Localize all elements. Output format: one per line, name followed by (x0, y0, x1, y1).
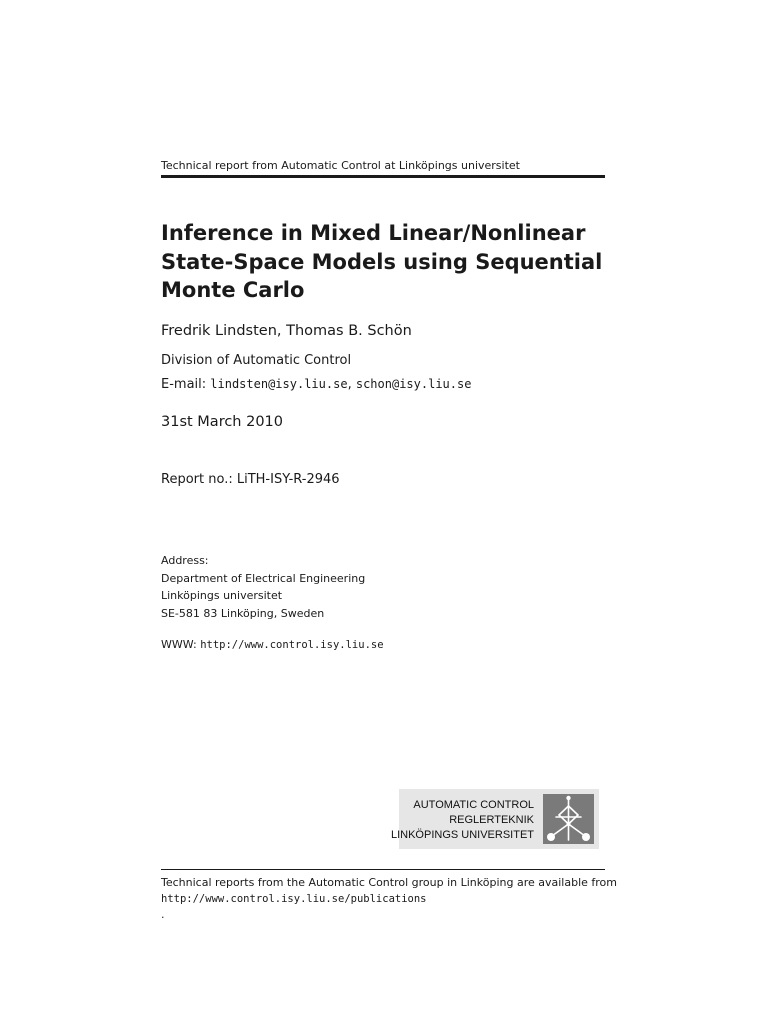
automatic-control-emblem-icon (543, 794, 594, 844)
division: Division of Automatic Control (161, 353, 352, 368)
address-line-2: Linköpings universitet (161, 589, 283, 602)
footer-period: . (161, 908, 165, 921)
footer-line-2 (161, 891, 617, 923)
email-schon-link[interactable]: schon@isy.liu.se (355, 377, 472, 391)
report-number: LiTH-ISY-R-2946 (236, 472, 340, 487)
title-line-3: Monte Carlo (161, 278, 305, 302)
report-number-line (161, 472, 340, 487)
publications-link[interactable]: http://www.control.isy.liu.se/publications (161, 893, 427, 905)
logo-line-1: AUTOMATIC CONTROL (413, 799, 534, 811)
footer-note (161, 875, 617, 923)
email-line (161, 377, 471, 392)
email-lindsten-link[interactable]: lindsten@isy.liu.se (210, 377, 348, 391)
email-label: E-mail: (161, 377, 207, 392)
report-number-label: Report no.: (161, 472, 233, 487)
automatic-control-logo (390, 789, 599, 849)
authors: Fredrik Lindsten, Thomas B. Schön (161, 323, 412, 339)
address-block (161, 552, 365, 622)
logo-text (391, 798, 534, 843)
title-line-1: Inference in Mixed Linear/Nonlinear (161, 221, 586, 245)
paper-title (161, 219, 621, 305)
report-header: Technical report from Automatic Control at Linköpings universitet (161, 159, 520, 172)
email-separator: , (347, 377, 352, 392)
footer-line-1: Technical reports from the Automatic Control group in Linköping are available from (161, 876, 617, 889)
www-line (161, 638, 384, 651)
address-line-3: SE-581 83 Linköping, Sweden (161, 606, 325, 620)
title-line-2: State-Space Models using Sequential (161, 249, 603, 274)
www-label: WWW: (161, 638, 197, 651)
footer-rule (161, 869, 605, 870)
header-rule (161, 175, 605, 178)
address-line-1: Department of Electrical Engineering (161, 571, 366, 585)
logo-line-3: LINKÖPINGS UNIVERSITET (390, 829, 534, 841)
address-label: Address: (161, 554, 209, 567)
report-date: 31st March 2010 (161, 414, 284, 430)
logo-line-2: REGLERTEKNIK (449, 814, 534, 826)
www-link[interactable]: http://www.control.isy.liu.se (200, 639, 384, 651)
